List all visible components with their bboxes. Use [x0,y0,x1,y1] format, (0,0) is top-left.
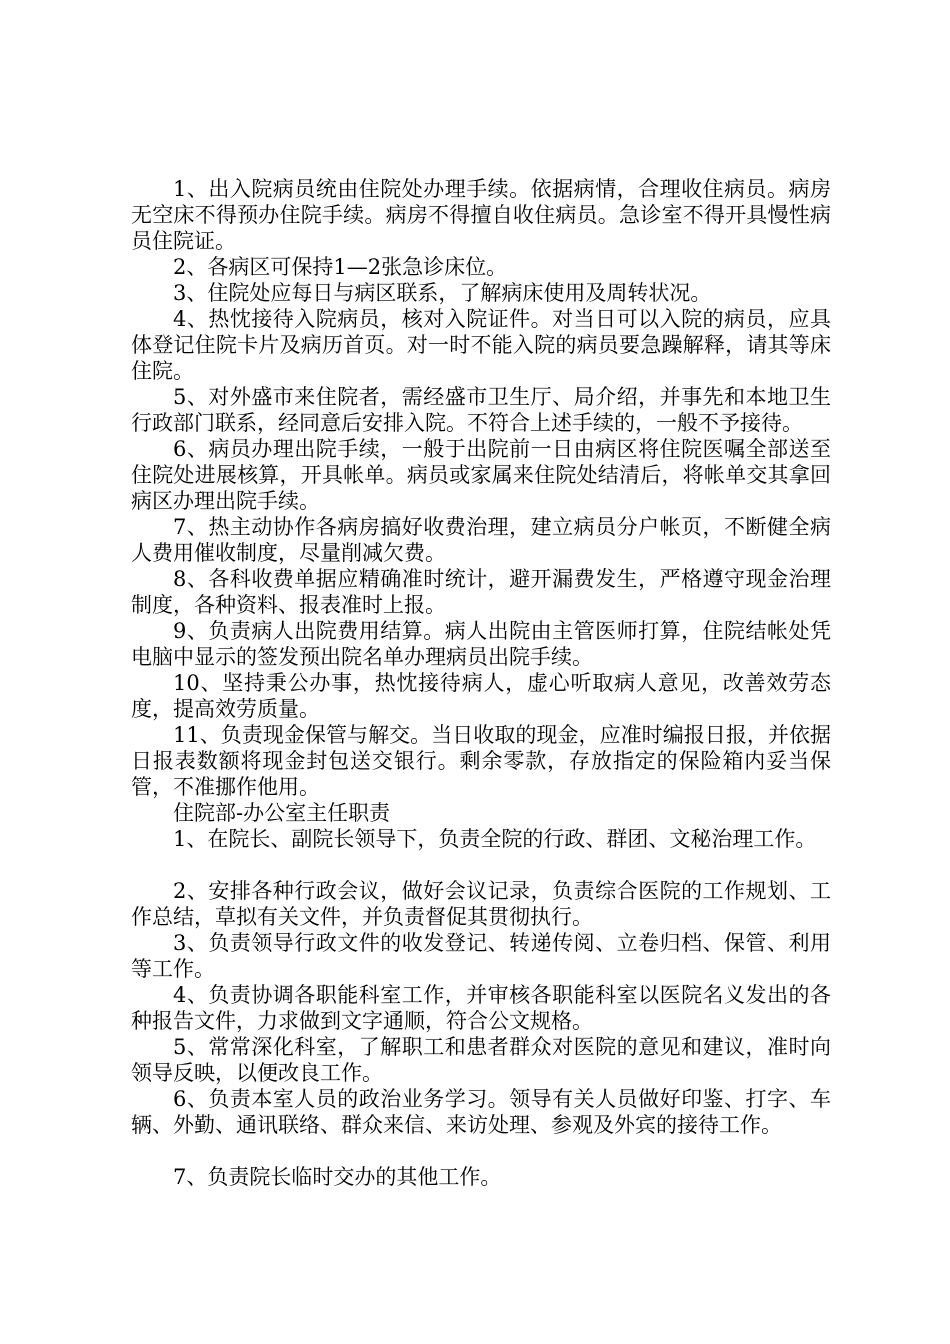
paragraph-admission-1: 1、出入院病员统由住院处办理手续。依据病情，合理收住病员。病房无空床不得预办住院手续。病房不得擅自收住病员。急诊室不得开具慢性病员住院证。 [131,177,831,253]
paragraph-director-7: 7、负责院长临时交办的其他工作。 [173,1165,502,1189]
paragraph-admission-2: 2、各病区可保持1—2张急诊床位。 [173,255,508,279]
paragraph-admission-7: 7、热主动协作各病房搞好收费治理，建立病员分户帐页，不断健全病人费用催收制度，尽量削减欠费。 [131,515,831,565]
paragraph-director-1: 1、在院长、副院长领导下，负责全院的行政、群团、文秘治理工作。 [173,827,817,851]
paragraph-admission-3: 3、住院处应每日与病区联系，了解病床使用及周转状况。 [173,281,712,305]
paragraph-director-4: 4、负责协调各职能科室工作，并审核各职能科室以医院名义发出的各种报告文件，力求做到文字通顺，符合公文规格。 [131,983,831,1033]
paragraph-admission-5: 5、对外盛市来住院者，需经盛市卫生厅、局介绍，并事先和本地卫生行政部门联系，经同意后安排入院。不符合上述手续的，一般不予接待。 [131,385,831,435]
paragraph-admission-8: 8、各科收费单据应精确准时统计，避开漏费发生，严格遵守现金治理制度，各种资料、报表准时上报。 [131,567,831,617]
paragraph-admission-6: 6、病员办理出院手续，一般于出院前一日由病区将住院医嘱全部送至住院处进展核算，开具帐单。病员或家属来住院处结清后，将帐单交其拿回病区办理出院手续。 [131,437,831,513]
paragraph-director-5: 5、常常深化科室，了解职工和患者群众对医院的意见和建议，准时向领导反映，以便改良工作。 [131,1035,831,1085]
paragraph-director-6: 6、负责本室人员的政治业务学习。领导有关人员做好印鉴、打字、车辆、外勤、通讯联络、群众来信、来访处理、参观及外宾的接待工作。 [131,1087,831,1137]
paragraph-admission-10: 10、坚持秉公办事，热忱接待病人，虚心听取病人意见，改善效劳态度，提高效劳质量。 [131,671,831,721]
paragraph-admission-4: 4、热忱接待入院病员，核对入院证件。对当日可以入院的病员，应具体登记住院卡片及病历首页。对一时不能入院的病员要急躁解释，请其等床住院。 [131,307,831,383]
paragraph-admission-9: 9、负责病人出院费用结算。病人出院由主管医师打算，住院结帐处凭电脑中显示的签发预出院名单办理病员出院手续。 [131,619,831,669]
section-heading: 住院部-办公室主任职责 [173,801,391,825]
paragraph-director-2: 2、安排各种行政会议，做好会议记录，负责综合医院的工作规划、工作总结，草拟有关文件，并负责督促其贯彻执行。 [131,879,831,929]
paragraph-admission-11: 11、负责现金保管与解交。当日收取的现金，应准时编报日报，并依据日报表数额将现金封包送交银行。剩余零款，存放指定的保险箱内妥当保管，不准挪作他用。 [131,723,831,799]
paragraph-director-3: 3、负责领导行政文件的收发登记、转递传阅、立卷归档、保管、利用等工作。 [131,931,831,981]
document-body [131,176,831,1190]
